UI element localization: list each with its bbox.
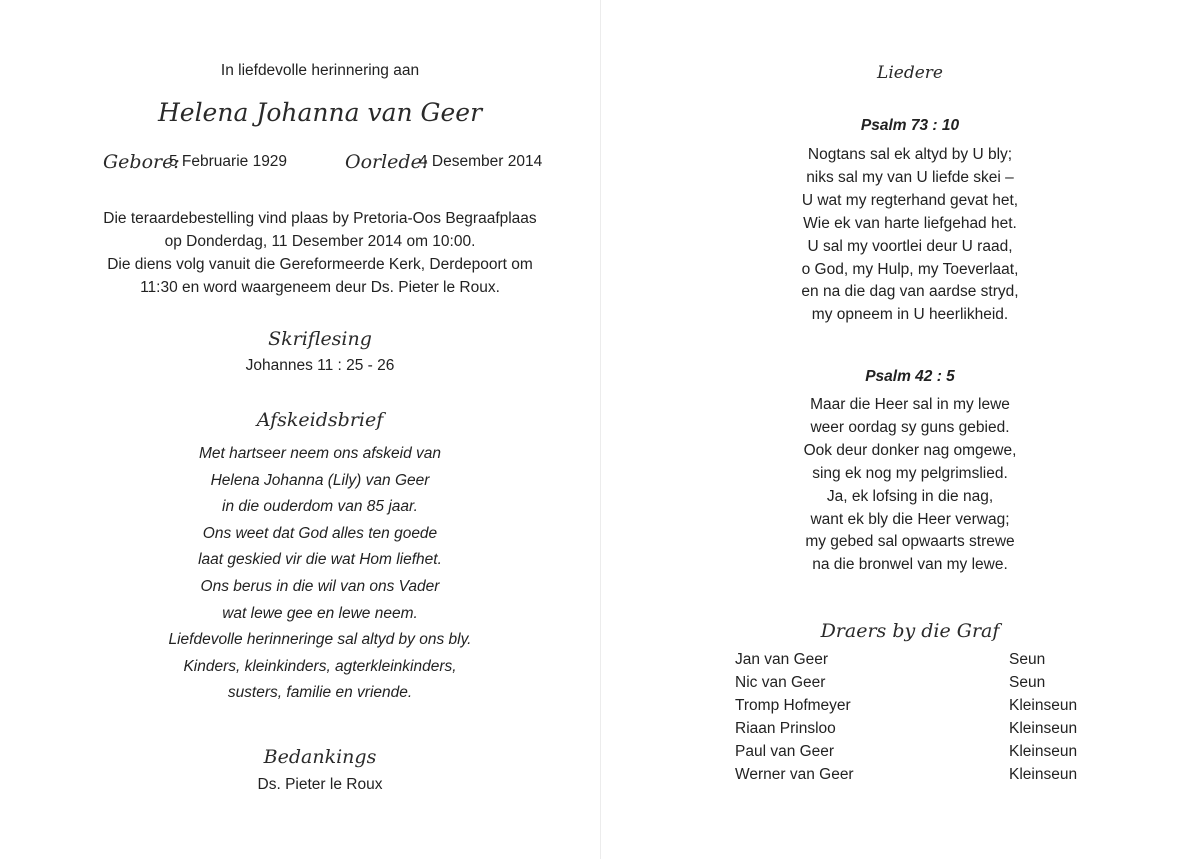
psalm-line: Ook deur donker nag omgewe, (803, 441, 1017, 459)
died-date: 4 Desember 2014 (419, 153, 543, 170)
farewell-line: in die ouderdom van 85 jaar. (222, 498, 418, 516)
burial-line: Die diens volg vanuit die Gereformeerde Kerk, Derdepoort om (107, 256, 533, 273)
dates-row (60, 150, 580, 174)
burial-line: 11:30 en word waargeneem deur Ds. Pieter le Roux. (140, 279, 500, 296)
psalm-line: Ja, ek lofsing in die nag, (826, 487, 994, 505)
songs-heading: Liedere (877, 63, 943, 83)
deceased-name: Helena Johanna van Geer (157, 98, 483, 127)
died-label: Oorlede: (345, 151, 429, 173)
psalm-line: want ek bly die Heer verwag; (810, 510, 1010, 528)
psalm-line: na die bronwel van my lewe. (812, 556, 1008, 574)
list-item (735, 740, 1095, 763)
reading-heading: Skriflesing (268, 328, 372, 350)
psalm-line: weer oordag sy guns gebied. (810, 418, 1010, 436)
psalm-line: my gebed sal opwaarts strewe (805, 533, 1015, 551)
thanks-heading: Bedankings (263, 746, 377, 768)
list-item (735, 648, 1095, 671)
intro-text: In liefdevolle herinnering aan (220, 62, 420, 79)
farewell-line: Helena Johanna (Lily) van Geer (210, 471, 430, 489)
bearer-name: Nic van Geer (735, 674, 826, 691)
psalm-line: o God, my Hulp, my Toeverlaat, (801, 260, 1019, 278)
bearer-name: Werner van Geer (735, 766, 854, 783)
bearers-heading: Draers by die Graf (820, 620, 1000, 642)
psalm-line: Nogtans sal ek altyd by U bly; (807, 146, 1013, 163)
psalm-2-title: Psalm 42 : 5 (865, 368, 955, 385)
list-item (735, 694, 1095, 717)
burial-details (60, 207, 580, 299)
list-item (735, 763, 1095, 786)
psalm-2-verse (680, 394, 1140, 577)
bearer-name: Tromp Hofmeyer (735, 697, 851, 714)
psalm-line: niks sal my van U liefde skei – (806, 168, 1014, 186)
psalm-line: U sal my voortlei deur U raad, (807, 237, 1013, 255)
farewell-line: laat geskied vir die wat Hom liefhet. (198, 551, 442, 569)
bearer-name: Jan van Geer (735, 651, 829, 668)
psalm-line: Wie ek van harte liefgehad het. (803, 214, 1017, 232)
thanks-text: Ds. Pieter le Roux (257, 776, 383, 793)
farewell-line: Ons berus in die wil van ons Vader (200, 577, 440, 595)
farewell-line: Kinders, kleinkinders, agterkleinkinders, (183, 657, 457, 675)
bearer-name: Paul van Geer (735, 743, 835, 760)
farewell-line: Met hartseer neem ons afskeid van (198, 445, 442, 462)
list-item (735, 717, 1095, 740)
bearer-relation: Seun (1009, 674, 1046, 691)
born-date: 5 Februarie 1929 (169, 153, 288, 170)
psalm-line: Maar die Heer sal in my lewe (810, 396, 1010, 413)
farewell-line: wat lewe gee en lewe neem. (222, 604, 418, 622)
reading-text: Johannes 11 : 25 - 26 (245, 357, 395, 374)
psalm-line: my opneem in U heerlikheid. (811, 306, 1009, 324)
bearer-relation: Seun (1009, 651, 1046, 668)
list-item (735, 671, 1095, 694)
psalm-1-verse (680, 144, 1140, 327)
farewell-letter (60, 441, 580, 707)
psalm-line: U wat my regterhand gevat het, (801, 191, 1019, 209)
bearer-name: Riaan Prinsloo (735, 720, 836, 737)
farewell-line: Liefdevolle herinneringe sal altyd by ons bly. (168, 631, 472, 649)
bearer-relation: Kleinseun (1009, 743, 1078, 760)
born-label: Gebore: (103, 151, 180, 173)
bearers-list (735, 648, 1095, 786)
bearer-relation: Kleinseun (1009, 766, 1078, 783)
bearer-relation: Kleinseun (1009, 697, 1078, 714)
bearer-relation: Kleinseun (1009, 720, 1078, 737)
psalm-line: sing ek nog my pelgrimslied. (812, 464, 1008, 482)
farewell-line: susters, familie en vriende. (227, 684, 413, 702)
burial-line: Die teraardebestelling vind plaas by Pretoria-Oos Begraafplaas (103, 210, 537, 227)
psalm-1-title: Psalm 73 : 10 (860, 117, 960, 134)
farewell-line: Ons weet dat God alles ten goede (202, 524, 438, 542)
burial-line: op Donderdag, 11 Desember 2014 om 10:00. (164, 233, 476, 250)
farewell-heading: Afskeidsbrief (256, 409, 384, 431)
psalm-line: en na die dag van aardse stryd, (801, 283, 1019, 301)
fold-line (600, 0, 601, 859)
